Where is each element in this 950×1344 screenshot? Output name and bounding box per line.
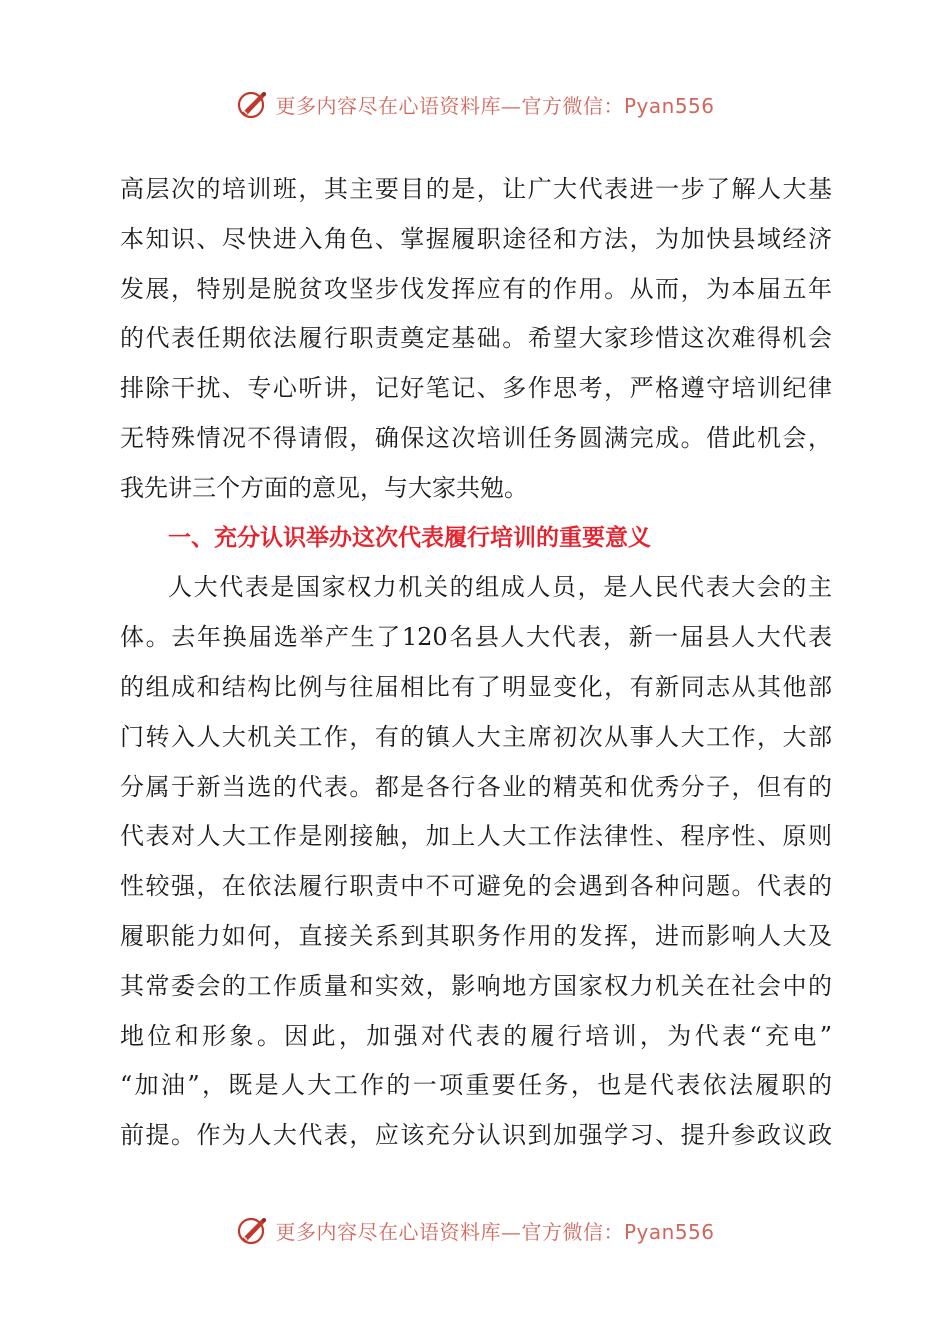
text-line: 履职能力如何，直接关系到其职务作用的发挥，进而影响人大及 (120, 921, 832, 950)
text-line: 体。去年换届选举产生了120名县人大代表，新一届县人大代表 (120, 623, 832, 652)
text-line: 我先讲三个方面的意见，与大家共勉。 (120, 473, 528, 502)
text-line: 性较强，在依法履行职责中不可避免的会遇到各种问题。代表的 (120, 872, 832, 901)
banner-text-cn: 更多内容尽在心语资料库—官方微信： (275, 1219, 624, 1244)
text-line: 前提。作为人大代表，应该充分认识到加强学习、提升参政议政 (120, 1121, 832, 1150)
pen-circle-logo-icon (235, 86, 271, 122)
text-line: 门转入人大机关工作，有的镇人大主席初次从事人大工作，大部 (120, 722, 832, 751)
text-line: “加油”，既是人大工作的一项重要任务，也是代表依法履职的 (120, 1071, 832, 1100)
text-line: 高层次的培训班，其主要目的是，让广大代表进一步了解人大基 (120, 175, 832, 203)
banner-wechat-id: Pyan556 (623, 1219, 715, 1244)
text-line: 代表对人大工作是刚接触，加上人大工作法律性、程序性、原则 (120, 822, 832, 851)
text-line: 的代表任期依法履行职责奠定基础。希望大家珍惜这次难得机会 (120, 324, 832, 353)
paragraph-2 (120, 563, 832, 1161)
header-watermark-banner (0, 84, 950, 124)
text-line: 分属于新当选的代表。都是各行各业的精英和优秀分子，但有的 (120, 772, 832, 801)
banner-wechat-id: Pyan556 (623, 93, 715, 118)
text-line: 本知识、尽快进入角色、掌握履职途径和方法，为加快县域经济 (120, 224, 832, 253)
text-line: 排除干扰、专心听讲，记好笔记、多作思考，严格遵守培训纪律 (120, 374, 832, 403)
text-line: 发展，特别是脱贫攻坚步伐发挥应有的作用。从而，为本届五年 (120, 274, 832, 303)
banner-text-cn: 更多内容尽在心语资料库—官方微信： (275, 93, 624, 118)
footer-watermark-banner (0, 1210, 950, 1250)
text-line: 无特殊情况不得请假，确保这次培训任务圆满完成。借此机会， (120, 423, 832, 452)
text-line: 地位和形象。因此，加强对代表的履行培训，为代表“充电” (120, 1021, 832, 1050)
paragraph-1 (120, 165, 832, 514)
pen-circle-logo-icon (235, 1212, 271, 1248)
section-heading: 一、充分认识举办这次代表履行培训的重要意义 (168, 524, 651, 551)
text-line: 其常委会的工作质量和实效，影响地方国家权力机关在社会中的 (120, 971, 832, 1000)
document-body (120, 165, 832, 1161)
text-line: 人大代表是国家权力机关的组成人员，是人民代表大会的主 (168, 573, 832, 602)
text-line: 的组成和结构比例与往届相比有了明显变化，有新同志从其他部 (120, 672, 832, 701)
